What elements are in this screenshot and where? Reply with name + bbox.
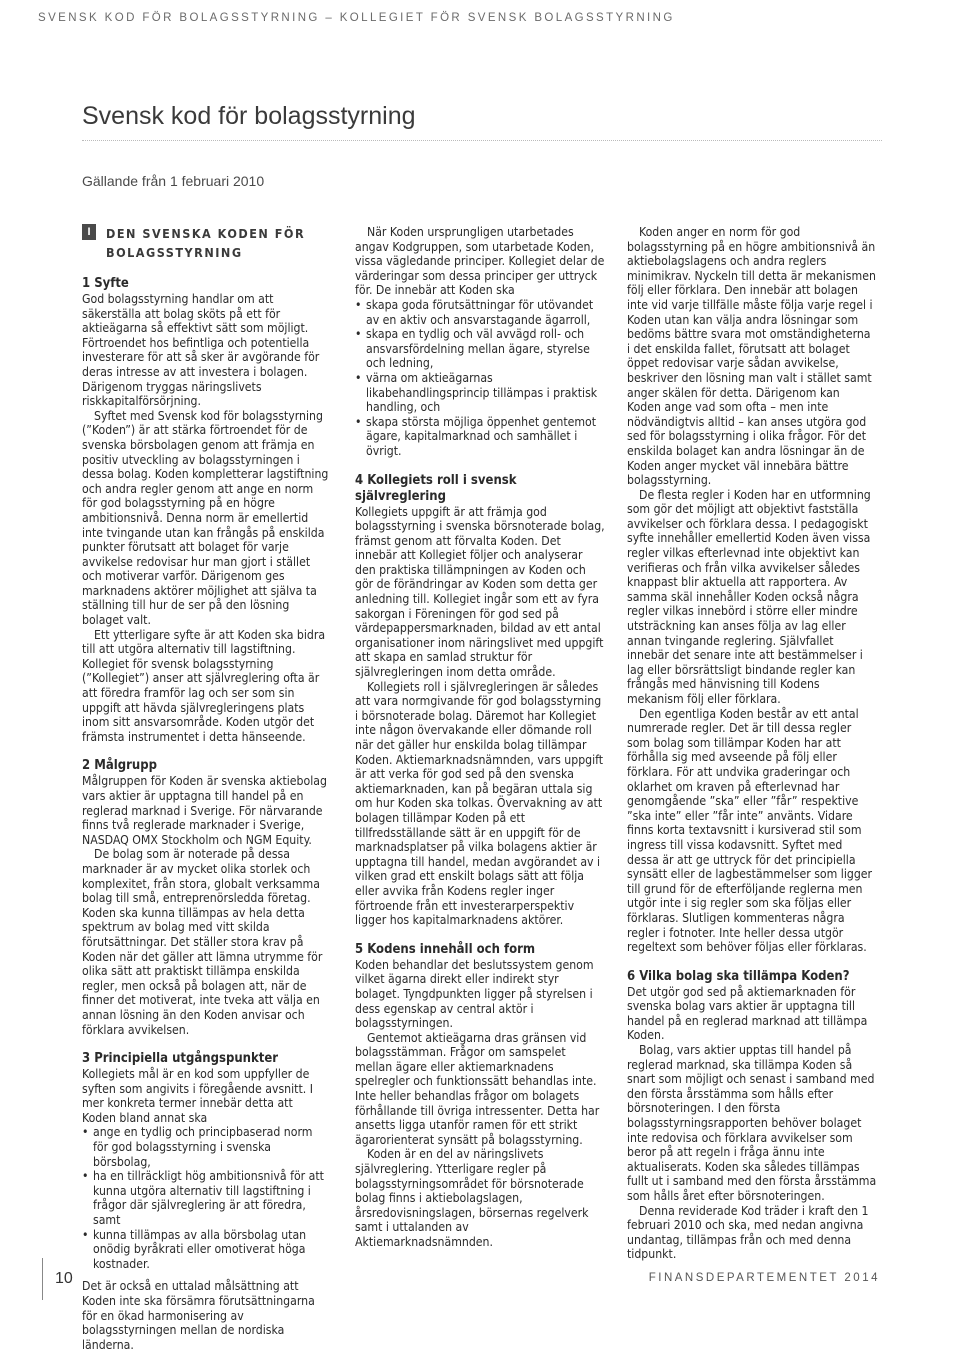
- list-item: • skapa goda förutsättningar för utövandet av en aktiv och ansvarstagande ägarroll,: [355, 298, 605, 327]
- column-1: [82, 224, 330, 1352]
- chapter-number-badge: I: [82, 224, 96, 240]
- paragraph: Koden är en del av näringslivets självreglering. Ytterligare regler på bolagsstyrningsområdet för börsnoterade bolag finns i aktiebolagslagen, årsredovisningslagen, börsernas regelverk samt i uttalanden av Aktiemarknadsnämnden.: [355, 1147, 589, 1249]
- chapter-heading: DEN SVENSKA KODEN FÖR BOLAGSSTYRNING: [106, 226, 306, 260]
- page-number: 10: [55, 1270, 73, 1287]
- page-title: Svensk kod för bolagsstyrning: [82, 102, 416, 130]
- paragraph: Denna reviderade Kod träder i kraft den 1 februari 2010 och ska, med nedan angivna undantag, tillämpas från och med denna tidpunkt.: [627, 1203, 869, 1262]
- column-2: [355, 225, 605, 1250]
- title-divider: [82, 140, 882, 141]
- paragraph: Gentemot aktieägarna dras gränsen vid bolagsstämman. Frågor om samspelet mellan ägare eller aktiemarknadens spelregler och funktionssätt behandlas inte. Inte heller behandlas frågor om bolagets förhållande till övriga intressenter. Detta har ansetts ligga utanför ramen för ett strikt ägarorienterat synsätt på bolagsstyrning.: [355, 1030, 600, 1147]
- footer-publisher: FINANSDEPARTEMENTET 2014: [648, 1272, 880, 1284]
- list-item: • ha en tillräckligt hög ambitionsnivå för att kunna utgöra alternativ till lagstiftning i frågor där självreglering är att föredra, samt: [82, 1169, 330, 1227]
- page-subtitle: Gällande från 1 februari 2010: [82, 173, 265, 189]
- column-3: [627, 225, 877, 1262]
- paragraph: Syftet med Svensk kod för bolagsstyrning (”Koden”) är att stärka förtroendet för de svenska börsbolagen genom att främja en positiv utveckling av bolagsstyrningen i dessa bolag. Koden kompletterar lagstiftning och andra regler genom att ange en norm för god bolagsstyrning på en högre ambitionsnivå. Denna norm är emellertid inte tvingande utan kan frångås på enskilda punkter förutsatt att bolaget för varje avvikelse redovisar hur man gjort i stället och motiverar varför. Därigenom ges marknadens aktörer möjlighet att själva ta ställning till hur de ser på den lösning bolaget valt.: [82, 408, 329, 628]
- paragraph: Det är också en uttalad målsättning att Koden inte ska försämra förutsättningarna för en ökad harmonisering av bolagsstyrningen mellan de nordiska länderna.: [82, 1279, 315, 1352]
- list-item: • skapa en tydlig och väl avvägd roll- och ansvarsfördelning mellan ägare, styrelse och ledning,: [355, 327, 605, 371]
- paragraph: Kollegiets roll i självregleringen är således att vara normgivande för god bolagsstyrning i börsnoterade bolag. Däremot har Kollegiet inte någon övervakande eller dömande roll när det gäller hur enskilda bolag tillämpar Koden. Aktiemarknadsnämnden, vars uppgift är att verka för god sed på den svenska aktiemarknaden, kan på begäran uttala sig om hur Koden ska tolkas. Övervakning av att bolagen tillämpar Koden på ett tillfredsställande sätt är en uppgift för de marknadsplatser på vilka bolagens aktier är upptagna till handel, medan avgörandet av i vilken grad ett enskilt bolags sätt att följa eller avvika från Kodens regler inger förtroende från ett investerarperspektiv ligger hos kapitalmarknadens aktörer.: [355, 679, 604, 928]
- paragraph: När Koden ursprungligen utarbetades angav Kodgruppen, som utarbetade Koden, vissa vägledande principer. Kollegiet delar de värderingar som dessa principer ger uttryck för. De innebär att Koden ska: [355, 225, 605, 298]
- list-item: • värna om aktieägarnas likabehandlingsprincip tillämpas i praktisk handling, och: [355, 371, 605, 415]
- bullet-list: [82, 1125, 330, 1271]
- paragraph: Koden anger en norm för god bolagsstyrning på en högre ambitionsnivå än aktiebolagslagens och andra reglers minimikrav. Nyckeln till detta är mekanismen följ eller förklara. Den innebär att bolagen inte vid varje tillfälle måste följa varje regel i Koden utan kan välja andra lösningar som bedöms bättre svara mot omständigheterna i det enskilda fallet, förutsatt att bolaget öppet redovisar varje sådan avvikelse, beskriver den lösning man valt i stället samt anger skälen för detta. Därigenom kan Koden ange vad som ofta – men inte nödvändigtvis alltid – kan anses utgöra god sed för bolagsstyrning i olika frågor. För det enskilda bolaget kan andra lösningar än de Koden anger mycket väl innebära bättre bolagsstyrning.: [627, 225, 876, 488]
- section-heading-malgrupp: 2 Målgrupp: [82, 758, 157, 774]
- section-heading-vilka-bolag: 6 Vilka bolag ska tillämpa Koden?: [627, 968, 850, 984]
- footer-divider: [42, 1258, 43, 1300]
- paragraph: Ett ytterligare syfte är att Koden ska bidra till att utgöra alternativ till lagstiftning. Kollegiet för svensk bolagsstyrning (”Kollegiet”) anser att självreglering ofta är att föredra framför lag och ser som sin uppgift att hävda självregleringens plats inom sitt ansvarsområde. Koden utgör det främsta instrumentet i detta hänseende.: [82, 627, 326, 744]
- section-heading-kollegiets-roll: 4 Kollegiets roll i svensk självreglering: [355, 472, 517, 504]
- paragraph: Kollegiets mål är en kod som uppfyller de syften som angivits i föregående avsnitt. I mer konkreta termer innebär detta att Koden bland annat ska: [82, 1067, 313, 1125]
- list-item: • kunna tillämpas av alla börsbolag utan onödig byråkrati eller omotiverat höga kostnader.: [82, 1228, 330, 1272]
- section-heading-kodens-innehall: 5 Kodens innehåll och form: [355, 941, 536, 957]
- paragraph: Det utgör god sed på aktiemarknaden för svenska bolag vars aktier är upptagna till handel på en reglerad marknad att tillämpa Koden.: [627, 984, 868, 1043]
- paragraph: De bolag som är noterade på dessa marknader är av mycket olika storlek och komplexitet, från stora, globalt verksamma bolag till små, entreprenörsledda företag. Koden ska kunna tillämpas av hela detta spektrum av bolag med vitt skilda förutsättningar. Det ställer stora krav på Koden när det gäller att lämna utrymme för olika sätt att praktiskt tillämpa enskilda regler, men också på bolagen att, när de finner det motiverat, inte tveka att välja en annan lösning än den Koden anvisar och förklara avvikelsen.: [82, 847, 323, 1037]
- paragraph: Bolag, vars aktier upptas till handel på reglerad marknad, ska tillämpa Koden så snart som möjligt och senast i samband med den första årsstämma som hålls efter börsnoteringen. I den första bolagsstyrningsrapporten behöver bolaget inte redovisa och förklara avvikelser som beror på att regeln i fråga ännu inte aktualiserats. Koden ska således tillämpas fullt ut i samband med den första årsstämma som hålls året efter börsnoteringen.: [627, 1043, 877, 1203]
- list-item: • ange en tydlig och principbaserad norm för god bolagsstyrning i svenska börsbolag,: [82, 1125, 330, 1169]
- bullet-list: [355, 298, 605, 459]
- section-heading-syfte: 1 Syfte: [82, 276, 129, 291]
- paragraph: Målgruppen för Koden är svenska aktiebolag vars aktier är upptagna till handel på en reglerad marknad i Sverige. För närvarande finns två reglerade marknader i Sverige, NASDAQ OMX Stockholm och NGM Equity.: [82, 774, 327, 847]
- paragraph: De flesta regler i Koden har en utformning som gör det möjligt att objektivt fastställa avvikelser och förklara dessa. I pedagogiskt syfte innehåller emellertid Koden även vissa regler vilkas efterlevnad inte objektivt kan verifieras och från vilka avvikelser således knappast blir aktuella att rapportera. Av samma skäl innehåller Koden också några regler vilkas innebörd i större eller mindre utsträckning kan anses följa av lag eller annan tvingande reglering. Självfallet innebär det senare inte att bestämmelser i lag eller börsrättsligt bindande regler kan frångås med hänvisning till Kodens mekanism följ eller förklara.: [627, 487, 871, 706]
- list-item: • skapa största möjliga öppenhet gentemot ägare, kapitalmarknad och samhället i övrigt.: [355, 415, 605, 459]
- running-head: SVENSK KOD FÖR BOLAGSSTYRNING – KOLLEGIET FÖR SVENSK BOLAGSSTYRNING: [38, 12, 675, 24]
- paragraph: Kollegiets uppgift är att främja god bolagsstyrning i svenska börsnoterade bolag, främst genom att förvalta Koden. Det innebär att Kollegiet följer och analyserar den praktiska tillämpningen av Koden och gör de förändringar av Koden som detta ger anledning till. Kollegiet ingår som ett av fyra sakorgan i Föreningen för god sed på värdepappersmarknaden, bildad av ett antal organisationer inom näringslivet med uppgift att skapa en samlad struktur för självregleringen inom detta område.: [355, 504, 605, 680]
- paragraph: Koden behandlar det beslutssystem genom vilket ägarna direkt eller indirekt styr bolaget. Tyngdpunkten ligger på styrelsen i dess egenskap av central aktör i bolagsstyrningen.: [355, 957, 594, 1031]
- section-heading-principiella: 3 Principiella utgångspunkter: [82, 1051, 279, 1067]
- paragraph: Den egentliga Koden består av ett antal numrerade regler. Det är till dessa regler som bolag som tillämpar Koden har att förhålla sig med avseende på följ eller förklara. För att undvika graderingar och oklarhet om kraven på efterlevnad har genomgående ”ska” eller ”får” respektive ”ska inte” eller ”får inte” använts. Vidare finns korta textavsnitt i kursiverad stil som ingress till vissa kodavsnitt. Syftet med dessa är att ge uttryck för det principiella synsätt eller de lagbestämmelser som ligger till grund för de efterföljande reglerna men utgör inte i sig regler som ska följas eller förklaras. Slutligen kommenteras några regler i fotnoter. Inte heller dessa utgör regeltext som behöver följas eller förklaras.: [627, 706, 873, 955]
- paragraph: God bolagsstyrning handlar om att säkerställa att bolag sköts på ett för aktieägarna så effektivt sätt som möjligt. Förtroendet hos befintliga och potentiella investerare för att så sker är avgörande för deras intresse av att investera i bolagen. Därigenom tryggas näringslivets riskkapitalförsörjning.: [82, 292, 320, 409]
